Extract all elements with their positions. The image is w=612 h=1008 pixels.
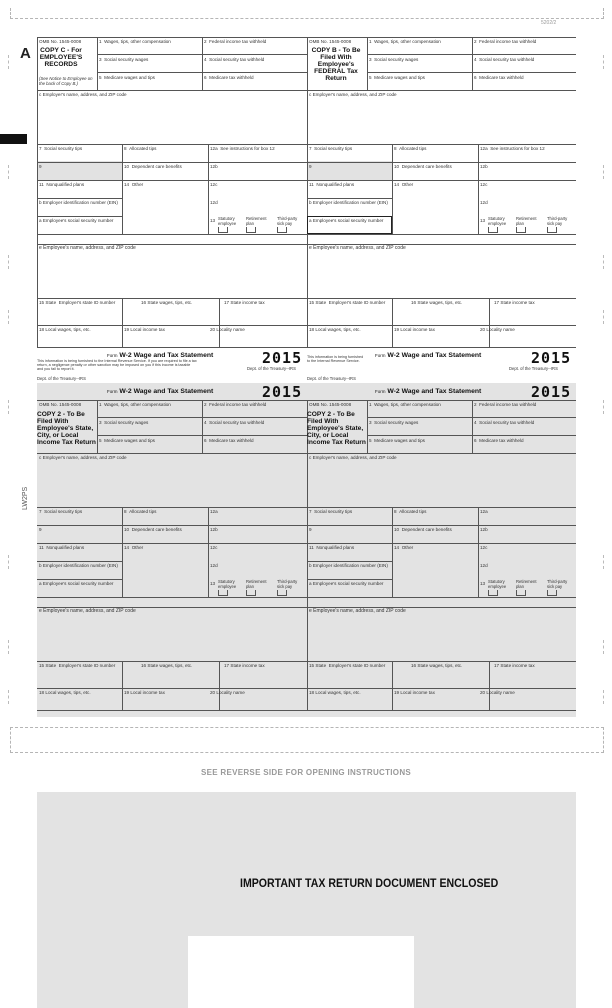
margin-mark [8,555,9,569]
omb-number: OMB No. 1545-0008 [309,39,352,44]
box-number: 17 [224,300,230,305]
box16-label: State wages, tips, etc. [147,300,193,305]
margin-mark [603,690,604,704]
box-letter: e [309,608,312,614]
box5-label: Medicare wages and tips [104,75,155,80]
box-number: 1 [369,402,372,407]
box-letter: c [39,92,42,97]
checkbox-retirement[interactable] [246,227,256,233]
box-number: 19 [394,327,400,332]
form-label: Form [375,353,386,358]
box11-label: Nonqualified plans [46,545,85,550]
box13-retirement: Retirement plan [516,216,537,226]
margin-mark [8,690,9,704]
copy-c-title: COPY C - For EMPLOYEE'S RECORDS [39,47,83,68]
box-number: 16 [141,663,147,668]
box-b-label: Employer identification number (EIN) [312,563,388,568]
copy-b-form [307,37,576,379]
box-number: 10 [124,164,130,169]
box-number: 15 [309,663,315,668]
margin-mark [603,640,604,654]
box4-label: Social security tax withheld [209,420,265,425]
form-code: 5202/2 [541,20,557,26]
box11-label: Nonqualified plans [316,545,355,550]
box-number: 2 [204,402,207,407]
box11-label: Nonqualified plans [316,182,355,187]
box16-label: State wages, tips, etc. [417,663,463,668]
box19-label: Local income tax [400,690,435,695]
tax-year: 2015 [262,349,303,367]
form-title: W-2 Wage and Tax Statement [119,352,214,359]
box-number: 19 [394,690,400,695]
box10-label: Dependent care benefits [131,527,182,532]
box6-label: Medicare tax withheld [209,75,254,80]
box10-label: Dependent care benefits [131,164,182,169]
box-number: 15 [39,300,45,305]
box10-label: Dependent care benefits [401,527,452,532]
box8-label: Allocated tips [129,509,157,514]
box-number: 9 [309,527,312,532]
box-number: 18 [309,690,315,695]
box-number: 12a [480,146,488,151]
box-letter: b [309,200,312,205]
margin-mark [603,400,604,414]
box8-label: Allocated tips [399,509,427,514]
box1-label: Wages, tips, other compensation [104,402,171,407]
box-number: 16 [141,300,147,305]
opening-instructions: SEE REVERSE SIDE FOR OPENING INSTRUCTIONS [200,768,412,777]
box-number: 20 [210,690,216,695]
box19-label: Local income tax [130,327,165,332]
form-title: W-2 Wage and Tax Statement [387,352,482,359]
box-number: 12d [480,563,488,568]
box15-id-label: Employer's state ID number [58,663,116,668]
box13-retirement: Retirement plan [516,579,537,589]
box6-label: Medicare tax withheld [209,438,254,443]
box-number: 10 [124,527,130,532]
box15-id-label: Employer's state ID number [58,300,116,305]
box-letter: e [39,608,42,614]
box19-label: Local income tax [400,327,435,332]
box15-label: State [45,663,57,668]
box-number: 18 [39,327,45,332]
box12a-label: See instructions for box 12 [490,146,545,151]
box-c-label: Employer's name, address, and ZIP code [42,92,127,97]
box-number: 19 [124,327,130,332]
box-number: 15 [309,300,315,305]
box-number: 7 [309,509,312,514]
box-number: 11 [39,182,44,187]
box-number: 12b [210,527,218,532]
box-number: 6 [474,75,477,80]
box14-label: Other [401,182,414,187]
box-number: 4 [474,420,477,425]
box4-label: Social security tax withheld [479,420,535,425]
box20-label: Locality name [216,327,245,332]
box-number: 12a [210,146,218,151]
box1-label: Wages, tips, other compensation [374,39,441,44]
box15-id-label: Employer's state ID number [328,300,386,305]
box-number: 2 [474,402,477,407]
box-number: 9 [39,527,42,532]
dept-label: Dept. of the Treasury--IRS [247,366,296,371]
box-letter: a [309,218,312,223]
box14-label: Other [131,182,144,187]
checkbox-retirement[interactable] [516,590,526,596]
margin-mark [603,555,604,569]
top-perforation [10,8,604,19]
box-number: 4 [204,420,207,425]
box19-label: Local income tax [130,690,165,695]
tax-year: 2015 [262,383,303,401]
dept-label: Dept. of the Treasury--IRS [307,376,356,381]
box-number: 3 [369,420,372,425]
box-e-label: Employee's name, address, and ZIP code [43,245,136,251]
envelope-panel [37,792,576,1008]
box-number: 13 [480,218,486,223]
box2-label: Federal income tax withheld [209,39,267,44]
box-number: 11 [39,545,44,550]
box-number: 12c [480,182,488,187]
tax-year: 2015 [531,349,572,367]
box-number: 9 [309,164,312,169]
box-letter: c [39,455,42,460]
box-number: 1 [99,402,102,407]
box-number: 16 [411,300,417,305]
checkbox-thirdparty[interactable] [547,590,557,596]
box8-label: Allocated tips [129,146,157,151]
form-title: W-2 Wage and Tax Statement [387,388,482,395]
box14-label: Other [401,545,414,550]
box-number: 8 [394,146,397,151]
box-number: 5 [369,75,372,80]
copy-c-form [37,37,307,379]
box-number: 6 [204,438,207,443]
checkbox-statutory[interactable] [488,227,498,233]
box-number: 8 [124,509,127,514]
copy-2-left-form [37,400,307,717]
checkbox-statutory[interactable] [488,590,498,596]
box-b-label: Employer identification number (EIN) [42,563,118,568]
form-label: Form [375,389,386,394]
box-number: 14 [124,182,130,187]
omb-number: OMB No. 1545-0008 [39,39,82,44]
box-letter: c [309,92,312,97]
margin-mark [8,640,9,654]
margin-mark [8,55,9,69]
box-number: 5 [99,75,102,80]
margin-mark [8,310,9,324]
box-a-label: Employee's social security number [312,218,384,223]
copy-b-title: COPY B - To Be Filed With Employee's FEDERAL Tax Return [311,47,361,82]
checkbox-statutory[interactable] [218,227,228,233]
box-number: 12d [480,200,488,205]
box10-label: Dependent care benefits [401,164,452,169]
box-number: 12a [210,509,218,514]
copy-c-notice: This information is being furnished to the Internal Revenue Service. If you are required to file a tax return, a negligence penalty or other sanction may be imposed on you if this income is taxable and you fail to report it. [37,359,197,372]
box-number: 5 [369,438,372,443]
box-b-label: Employer identification number (EIN) [42,200,118,205]
box-number: 4 [474,57,477,62]
copy-2-title: COPY 2 - To Be Filed With Employee's State, City, or Local Income Tax Return [37,411,96,446]
box4-label: Social security tax withheld [209,57,265,62]
box-number: 2 [204,39,207,44]
box-number: 7 [309,146,312,151]
box-number: 12a [480,509,488,514]
box-a-label: Employee's social security number [42,581,114,586]
box7-label: Social security tips [314,146,353,151]
box-number: 14 [394,545,400,550]
registration-mark [0,134,27,144]
box5-label: Medicare wages and tips [374,75,425,80]
box11-label: Nonqualified plans [46,182,85,187]
box-number: 20 [480,327,486,332]
box16-label: State wages, tips, etc. [147,663,193,668]
box9-shade [307,161,392,181]
box-number: 1 [369,39,372,44]
important-notice: IMPORTANT TAX RETURN DOCUMENT ENCLOSED [240,878,499,890]
checkbox-retirement[interactable] [516,227,526,233]
copy-a-letter: A [20,45,31,62]
box14-label: Other [131,545,144,550]
box3-label: Social security wages [104,57,149,62]
box-letter: b [39,200,42,205]
side-form-code: LW2PS [22,486,29,510]
margin-mark [603,165,604,179]
box18-label: Local wages, tips, etc. [315,690,361,695]
box-number: 19 [124,690,130,695]
top-sheet [37,37,576,379]
box17-label: State income tax [230,300,265,305]
box18-label: Local wages, tips, etc. [45,690,91,695]
box-number: 10 [394,527,400,532]
dept-label: Dept. of the Treasury--IRS [37,376,86,381]
box13-retirement: Retirement plan [246,216,267,226]
box-number: 12b [480,527,488,532]
margin-mark [603,55,604,69]
copy-b-notice: This information is being furnished to the Internal Revenue Service. [307,355,364,364]
box7-label: Social security tips [44,509,83,514]
box-number: 18 [39,690,45,695]
box-number: 12c [210,545,218,550]
box-number: 1 [99,39,102,44]
omb-number: OMB No. 1545-0008 [39,402,82,407]
box-letter: a [39,218,42,223]
box-number: 12b [480,164,488,169]
box-number: 9 [39,164,42,169]
box13-thirdparty: Third-party sick pay [277,579,298,589]
box-letter: b [39,563,42,568]
checkbox-retirement[interactable] [246,590,256,596]
box-number: 6 [204,75,207,80]
box-number: 5 [99,438,102,443]
box5-label: Medicare wages and tips [104,438,155,443]
box2-label: Federal income tax withheld [209,402,267,407]
box-number: 12b [210,164,218,169]
box15-label: State [315,663,327,668]
box12a-label: See instructions for box 12 [220,146,275,151]
box18-label: Local wages, tips, etc. [45,327,91,332]
box7-label: Social security tips [44,146,83,151]
box-number: 12c [480,545,488,550]
box-letter: c [309,455,312,460]
box2-label: Federal income tax withheld [479,39,537,44]
form-label: Form [107,389,118,394]
omb-number: OMB No. 1545-0008 [309,402,352,407]
box3-label: Social security wages [374,57,419,62]
form-title: W-2 Wage and Tax Statement [119,388,214,395]
box13-statutory: Statutory employee [488,579,507,589]
box-letter: a [39,581,42,586]
box-number: 10 [394,164,400,169]
box20-label: Locality name [486,327,515,332]
box-number: 4 [204,57,207,62]
box4-label: Social security tax withheld [479,57,535,62]
box-number: 6 [474,438,477,443]
box3-label: Social security wages [374,420,419,425]
box13-thirdparty: Third-party sick pay [277,216,298,226]
address-window [188,936,414,1008]
box15-id-label: Employer's state ID number [328,663,386,668]
box-number: 3 [99,420,102,425]
box-number: 13 [210,581,216,586]
box-a-label: Employee's social security number [312,581,384,586]
box-number: 17 [494,663,500,668]
box18-label: Local wages, tips, etc. [315,327,361,332]
box-number: 3 [99,57,102,62]
box-e-label: Employee's name, address, and ZIP code [43,608,136,614]
checkbox-thirdparty[interactable] [277,590,287,596]
box3-label: Social security wages [104,420,149,425]
margin-mark [8,165,9,179]
box-number: 15 [39,663,45,668]
box6-label: Medicare tax withheld [479,75,524,80]
box7-label: Social security tips [314,509,353,514]
box-letter: b [309,563,312,568]
bottom-perforation [10,727,604,753]
box-c-label: Employer's name, address, and ZIP code [312,92,397,97]
box-e-label: Employee's name, address, and ZIP code [313,245,406,251]
box15-label: State [45,300,57,305]
box5-label: Medicare wages and tips [374,438,425,443]
box13-thirdparty: Third-party sick pay [547,216,568,226]
box-e-label: Employee's name, address, and ZIP code [313,608,406,614]
box13-retirement: Retirement plan [246,579,267,589]
box-c-label: Employer's name, address, and ZIP code [312,455,397,460]
box20-label: Locality name [486,690,515,695]
box6-label: Medicare tax withheld [479,438,524,443]
copy-c-note: (See Notice to Employee on the back of Copy B.) [39,76,93,86]
checkbox-statutory[interactable] [218,590,228,596]
box-number: 11 [309,182,314,187]
box-number: 17 [224,663,230,668]
bottom-sheet [37,383,576,717]
checkbox-thirdparty[interactable] [547,227,557,233]
box-number: 12c [210,182,218,187]
copy-2-right-form [307,400,576,717]
box16-label: State wages, tips, etc. [417,300,463,305]
box-number: 7 [39,509,42,514]
box13-statutory: Statutory employee [488,216,507,226]
box-number: 13 [480,581,486,586]
box-number: 8 [124,146,127,151]
box-number: 12d [210,563,218,568]
box2-label: Federal income tax withheld [479,402,537,407]
box-letter: e [309,245,312,251]
box17-label: State income tax [500,300,535,305]
box-number: 20 [210,327,216,332]
box8-label: Allocated tips [399,146,427,151]
box-number: 2 [474,39,477,44]
margin-mark [8,255,9,269]
box-number: 18 [309,327,315,332]
box-number: 16 [411,663,417,668]
box-c-label: Employer's name, address, and ZIP code [42,455,127,460]
form-label: Form [107,353,118,358]
box9-shade [37,161,122,181]
box-b-label: Employer identification number (EIN) [312,200,388,205]
box-number: 14 [394,182,400,187]
box-letter: a [309,581,312,586]
box-number: 3 [369,57,372,62]
margin-mark [8,400,9,414]
box-letter: e [39,245,42,251]
checkbox-thirdparty[interactable] [277,227,287,233]
box-number: 7 [39,146,42,151]
box17-label: State income tax [230,663,265,668]
box1-label: Wages, tips, other compensation [374,402,441,407]
box-number: 20 [480,690,486,695]
box13-thirdparty: Third-party sick pay [547,579,568,589]
box-number: 17 [494,300,500,305]
box13-statutory: Statutory employee [218,579,237,589]
box-number: 11 [309,545,314,550]
box-number: 8 [394,509,397,514]
dept-label: Dept. of the Treasury--IRS [509,366,558,371]
tax-year: 2015 [531,383,572,401]
box15-label: State [315,300,327,305]
box1-label: Wages, tips, other compensation [104,39,171,44]
box-a-label: Employee's social security number [42,218,114,223]
box-number: 13 [210,218,216,223]
margin-mark [603,255,604,269]
box20-label: Locality name [216,690,245,695]
margin-mark [603,310,604,324]
box13-statutory: Statutory employee [218,216,237,226]
box-number: 12d [210,200,218,205]
copy-2-title: COPY 2 - To Be Filed With Employee's State, City, or Local Income Tax Return [307,411,366,446]
box-number: 14 [124,545,130,550]
box17-label: State income tax [500,663,535,668]
